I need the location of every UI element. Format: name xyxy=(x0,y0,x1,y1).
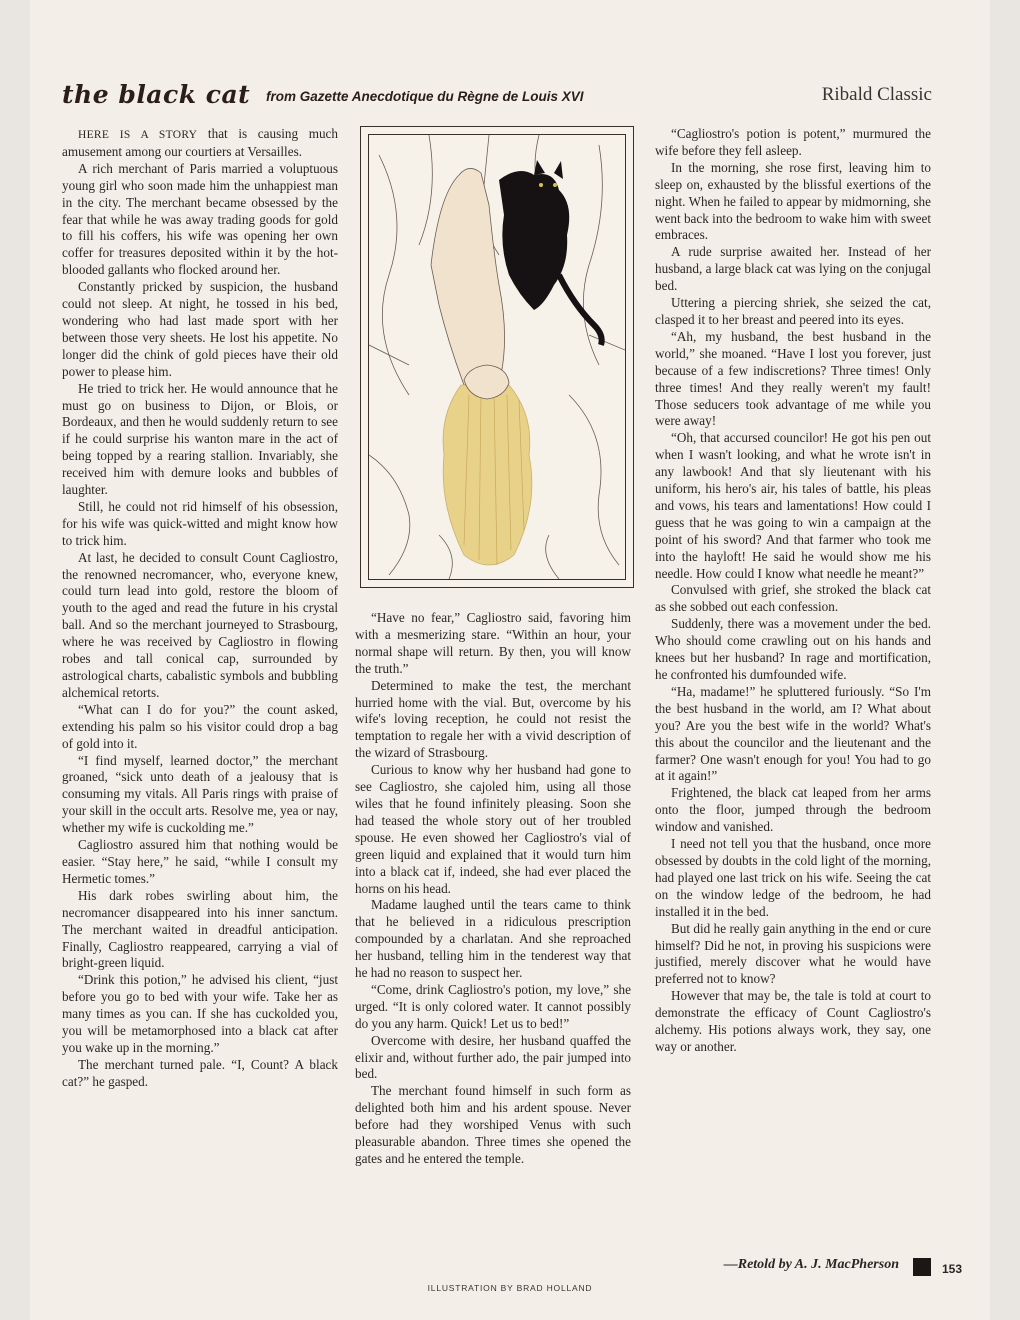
text-column-1 xyxy=(62,126,338,1091)
paragraph: Overcome with desire, her husband quaffed the elixir and, without further ado, the pair jumped into bed. xyxy=(355,1032,631,1082)
paragraph: Convulsed with grief, she stroked the black cat as she sobbed out each confession. xyxy=(655,582,931,615)
paragraph: “Oh, that accursed councilor! He got his pen out when I wasn't looking, and what he wrote isn't in any lawbook! And that sly lieutenant with his uniform, his hero's air, his tales of battle, his pleas and vows, his tears and lamentations! How could I guess that he was going to win a campaign at the point of his sword? And that farmer who took me into the hayloft! He said he would show me his needle. How could I know what needle he meant?” xyxy=(655,430,931,581)
paragraph: “Drink this potion,” he advised his client, “just before you go to bed with your wife. Take her as many times as you can. If she has cuckolded you, you will be metamorphosed into a black cat after you wake up in the morning.” xyxy=(62,972,338,1055)
paragraph: HERE IS A STORY that is causing much amusement among our courtiers at Versailles. xyxy=(62,126,338,159)
paragraph: Still, he could not rid himself of his obsession, for his wife was quick-witted and might know how to trick him. xyxy=(62,498,338,548)
author-credit: —Retold by A. J. MacPherson xyxy=(723,1257,899,1272)
paragraph: Constantly pricked by suspicion, the husband could not sleep. At night, he tossed in his bed, wondering who had last made sport with her between those very sheets. He lost his appetite. No longer did the chink of gold pieces have their old power to please him. xyxy=(62,279,338,379)
paragraph: His dark robes swirling about him, the necromancer disappeared into his inner sanctum. The merchant waited in dreadful anticipation. Finally, Cagliostro reappeared, carrying a vial of bright-green liquid. xyxy=(62,887,338,971)
paragraph: In the morning, she rose first, leaving him to sleep on, exhausted by the blissful exertions of the night. When he failed to appear by midmorning, she went back into the bedroom to wake him with sweet embraces. xyxy=(655,159,931,243)
lead-in: HERE IS A STORY xyxy=(78,129,198,141)
paragraph: “I find myself, learned doctor,” the merchant groaned, “sick unto death of a jealousy that is consuming my vitals. All Paris rings with praise of your skill in the occult arts. Resolve me, yea or nay, whether my wife is cuckolding me.” xyxy=(62,752,338,836)
text-column-2 xyxy=(355,610,631,1168)
illustration-frame xyxy=(368,134,626,580)
paragraph: A rude surprise awaited her. Instead of her husband, a large black cat was lying on the conjugal bed. xyxy=(655,244,931,294)
paragraph: He tried to trick her. He would announce that he must go on business to Dijon, or Blois, or Bordeaux, and then he would suddenly return to see if he could surprise his wanton mare in the act of being topped by a rearing stallion. Invariably, she received him with demure looks and bubbles of laughter. xyxy=(62,380,338,498)
paragraph: “Ha, madame!” he spluttered furiously. “So I'm the best husband in the world, am I? What about you? Are you the best wife in the world? What's this about the councilor and the lieutenant and the farmer? One wasn't enough for you! You had to go at it again!” xyxy=(655,683,931,784)
paragraph: “Come, drink Cagliostro's potion, my love,” she urged. “It is only colored water. It cannot possibly do you any harm. Quick! Let us to bed!” xyxy=(355,981,631,1031)
paragraph: The merchant turned pale. “I, Count? A black cat?” he gasped. xyxy=(62,1056,338,1089)
paragraph: But did he really gain anything in the end or cure himself? Did he not, in proving his suspicions were justified, merely discover what he would have preferred not to know? xyxy=(655,920,931,987)
paragraph: Frightened, the black cat leaped from her arms onto the floor, jumped through the bedroom window and vanished. xyxy=(655,785,931,835)
illustration xyxy=(360,126,634,588)
paragraph: I need not tell you that the husband, once more obsessed by doubts in the cold light of the morning, had played one last trick on his wife. Seeing the cat on the window ledge of the bedroom, he had installed it in the bed. xyxy=(655,836,931,919)
text-column-3 xyxy=(655,126,931,1056)
bunny-logo-icon xyxy=(913,1258,931,1276)
author-signoff xyxy=(655,1257,931,1277)
paragraph: “What can I do for you?” the count asked, extending his palm so his visitor could drop a bag of gold into it. xyxy=(62,701,338,751)
paragraph: “Have no fear,” Cagliostro said, favoring him with a mesmerizing stare. “Within an hour, your normal shape will return. By then, you will know the truth.” xyxy=(355,610,631,676)
paragraph: “Cagliostro's potion is potent,” murmured the wife before they fell asleep. xyxy=(655,126,931,158)
paragraph: At last, he decided to consult Count Cagliostro, the renowned necromancer, who, everyone knew, could turn lead into gold, restore the bloom of youth to the aged and read the future in his crystal ball. And so the merchant journeyed to Strasbourg, where he was received by Cagliostro in flowing robes and tall conical cap, surrounded by astrological charts, cabalistic symbols and bubbling alchemical retorts. xyxy=(62,549,338,700)
section-label: Ribald Classic xyxy=(821,84,932,105)
illustration-credit: ILLUSTRATION BY BRAD HOLLAND xyxy=(427,1283,593,1293)
page-number: 153 xyxy=(942,1262,963,1276)
paragraph: Suddenly, there was a movement under the bed. Who should come crawling out on his hands and knees but her husband? In rage and mortification, he confronted his dumfounded wife. xyxy=(655,616,931,682)
paragraph: Madame laughed until the tears came to think that he believed in a ridiculous prescription compounded by a charlatan. And she reproached her husband, telling him in the tenderest way that he had no reason to suspect her. xyxy=(355,897,631,981)
paragraph: The merchant found himself in such form as delighted both him and his ardent spouse. Never before had they worshiped Venus with such pleasurable abandon. Three times she opened the gates and he entered the temple. xyxy=(355,1083,631,1166)
paragraph: A rich merchant of Paris married a voluptuous young girl who soon made him the unhappiest man in the city. The merchant became obsessed by the fear that while he was away trading goods for gold to fill his coffers, his wife was opening her own coffer for treasures deposited within it by the hot-blooded gallants who flocked around her. xyxy=(62,160,338,278)
article-title: the black cat xyxy=(62,80,251,109)
paragraph: Curious to know why her husband had gone to see Cagliostro, she cajoled him, using all those wiles that he found infinitely pleasing. Soon she had teased the whole story out of her troubled spouse. He even showed her Cagliostro's vial of green liquid and explained that it would turn him into a black cat if, indeed, she had ever placed the horns on his head. xyxy=(355,762,631,896)
article-source: from Gazette Anecdotique du Règne de Louis XVI xyxy=(266,89,584,104)
article-header xyxy=(62,80,932,112)
paragraph: Cagliostro assured him that nothing would be easier. “Stay here,” he said, “while I consult my Hermetic tomes.” xyxy=(62,837,338,886)
illustration-drawing xyxy=(369,135,625,579)
paragraph: Uttering a piercing shriek, she seized the cat, clasped it to her breast and peered into its eyes. xyxy=(655,295,931,327)
paragraph: “Ah, my husband, the best husband in the world,” she moaned. “Have I lost you forever, just because of a few indiscretions? Three times! Only three times! And they really weren't my fault! Those seducers took advantage of me while you were away! xyxy=(655,328,931,429)
paragraph: Determined to make the test, the merchant hurried home with the vial. But, overcome by his wife's loving reception, he could not resist the temptation to regale her with a vivid description of the wizard of Strasbourg. xyxy=(355,677,631,761)
paragraph: However that may be, the tale is told at court to demonstrate the efficacy of Count Cagliostro's alchemy. His potions always work, they say, one way or another. xyxy=(655,988,931,1054)
